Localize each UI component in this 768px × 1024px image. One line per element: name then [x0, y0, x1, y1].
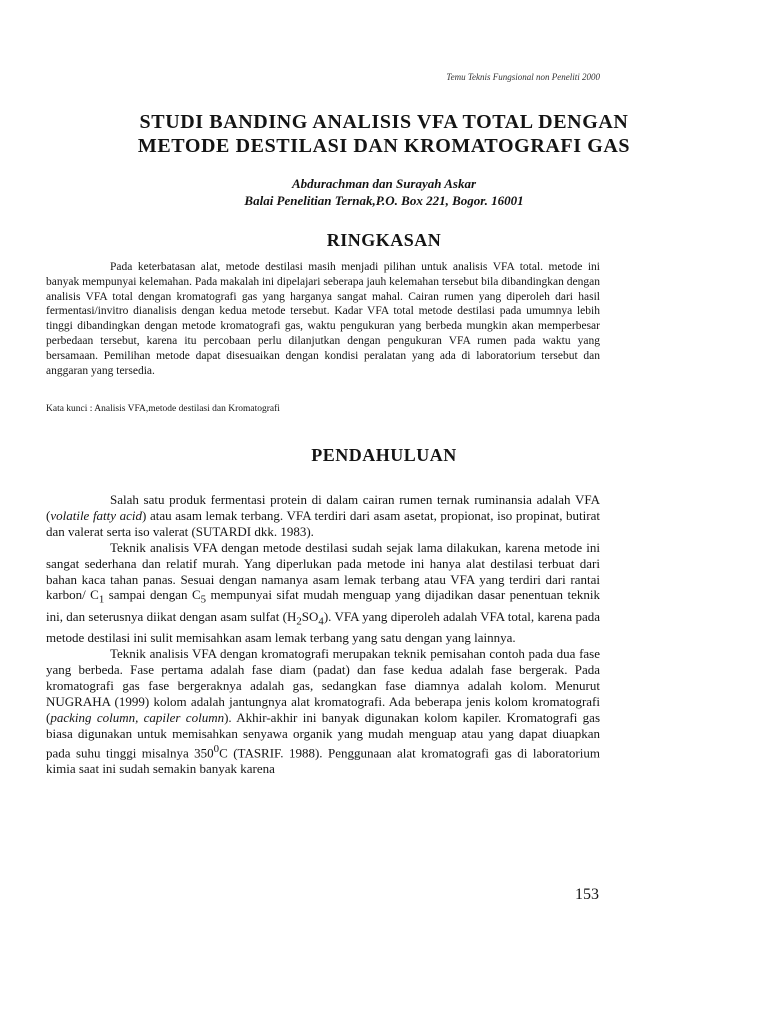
author-block: [40, 175, 728, 209]
text-run: Teknik analisis VFA dengan kromatografi merupakan teknik pemisahan contoh pada dua fase yang berbeda. Fase pertama adalah fase diam (padat) dan fase kedua adalah fase bergerak. Pada kromatografi gas fase bergeraknya adalah gas, sedangkan fase diamnya adalah kolom. Menurut NUGRAHA (1999) kolom adalah jantungnya alat kromatografi. Ada beberapa jenis kolom kromatografi (: [46, 646, 600, 725]
title-line-2: METODE DESTILASI DAN KROMATOGRAFI GAS: [137, 135, 631, 157]
author-affiliation: Balai Penelitian Ternak,P.O. Box 221, Bogor. 16001: [244, 193, 524, 208]
text-run: Salah satu produk fermentasi protein di dalam cairan rumen ternak ruminansia adalah VFA (: [46, 492, 600, 523]
text-run: mempunyai sifat mudah menguap yang dijadikan dasar penentuan teknik ini, dan seterusnya diikat dengan asam sulfat (H: [46, 587, 600, 624]
section-heading-pendahuluan: PENDAHULUAN: [311, 445, 457, 465]
author-names: Abdurachman dan Surayah Askar: [291, 176, 477, 191]
body-paragraph-3: [46, 646, 600, 777]
abstract-paragraph: Pada keterbatasan alat, metode destilasi masih menjadi pilihan untuk analisis VFA total. metode ini banyak mempunyai kelemahan. Pada makalah ini dipelajari seberapa jauh kelemahan tersebut bila dibandingkan dengan analisis VFA total dengan kromatografi gas yang harganya sangat mahal. Cairan rumen yang diperoleh dari hasil fermentasi/invitro dianalisis dengan kedua metode tersebut. Kadar VFA total metode destilasi pada umumnya lebih tinggi dibandingkan dengan metode kromatografi gas, waktu pengukuran yang berbeda mungkin akan memperbesar perbedaan tersebut, karena itu percobaan perlu dilanjutkan dengan pengukuran VFA rumen pada waktu yang bersamaan. Pemilihan metode dapat disesuaikan dengan kondisi peralatan yang ada di laboratorium tersebut dan anggaran yang tersedia.: [46, 261, 600, 377]
text-run: C (TASRIF. 1988). Penggunaan alat kromatografi gas di laboratorium kimia saat ini sudah semakin banyak karena: [46, 745, 600, 777]
section-heading-ringkasan: RINGKASAN: [326, 230, 442, 250]
text-run: ). Akhir-akhir ini banyak digunakan kolom kapiler. Kromatografi gas biasa digunakan untuk memisahkan senyawa organik yang mudah menguap atau yang dapat diuapkan pada suhu tinggi misalnya 350: [46, 709, 601, 761]
running-header: Temu Teknis Fungsional non Peneliti 2000: [446, 72, 600, 82]
body-paragraph-2: [46, 540, 600, 647]
body-paragraph-1: [46, 492, 600, 540]
italic-term: packing column, capiler column: [50, 709, 225, 725]
subscript: 1: [98, 594, 105, 607]
italic-term: volatile fatty acid: [50, 507, 143, 523]
body-text: [46, 492, 600, 777]
text-run: ) atau asam lemak terbang. VFA terdiri dari asam asetat, propionat, iso propinat, butirat dan valerat serta iso valerat (SUTARDI dkk. 1983).: [46, 507, 600, 539]
keywords-line: Kata kunci : Analisis VFA,metode destilasi dan Kromatografi: [46, 404, 280, 414]
paper-title: [40, 110, 728, 158]
subscript: 4: [318, 615, 324, 628]
text-run: SO: [301, 608, 319, 624]
text-run: Teknik analisis VFA dengan metode destilasi sudah sejak lama dilakukan, karena metode ini sangat sederhana dan relatif murah. Yang diperlukan pada metode ini hanya alat destilasi terbuat dari bahan kaca tahan panas. Sesuai dengan namanya asam lemak terbang atau VFA yang terdiri dari rantai karbon/ C: [46, 539, 600, 603]
subscript: 5: [200, 594, 207, 607]
subscript: 2: [296, 615, 302, 628]
text-run: ). VFA yang diperoleh adalah VFA total, karena pada metode destilasi ini sulit memisahkan asam lemak terbang yang satu dengan yang lainnya.: [46, 608, 600, 646]
title-line-1: STUDI BANDING ANALISIS VFA TOTAL DENGAN: [139, 111, 629, 133]
page-number: 153: [575, 886, 599, 903]
text-run: sampai dengan C: [104, 587, 201, 603]
superscript: 0: [213, 742, 220, 755]
